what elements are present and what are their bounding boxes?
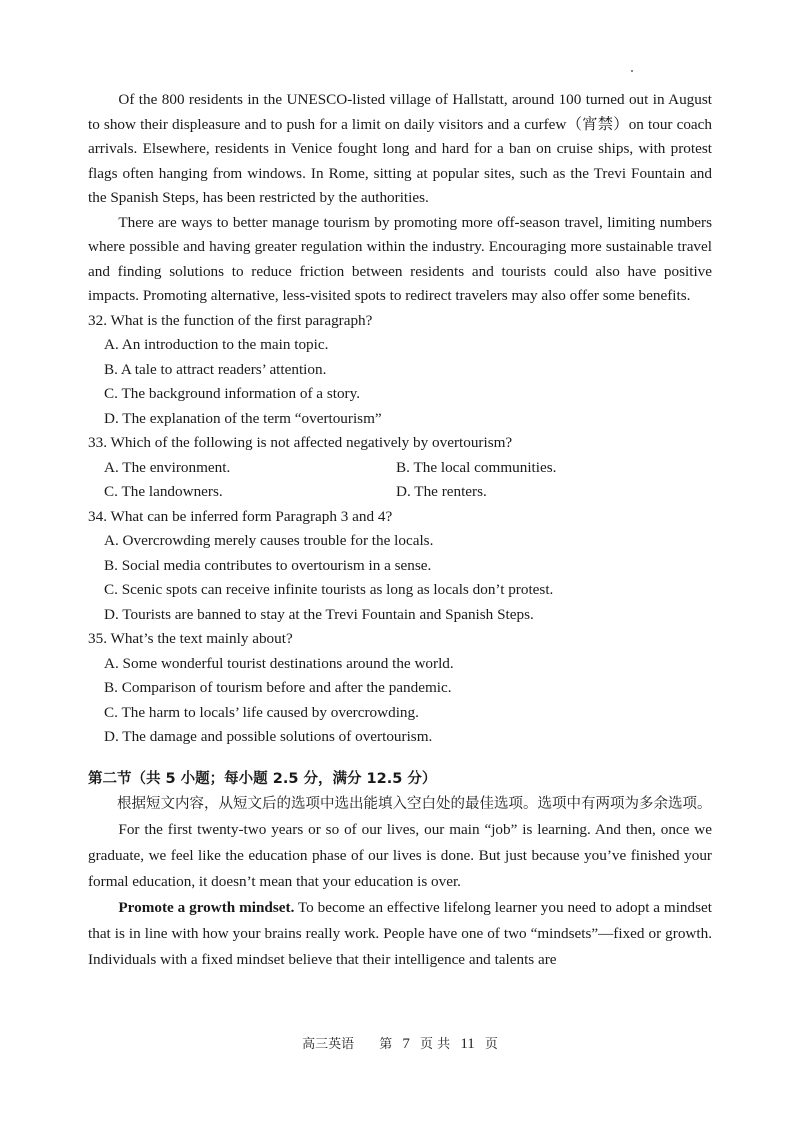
question-34 — [88, 505, 712, 628]
exam-page — [88, 88, 712, 973]
options-row-ab — [88, 456, 712, 481]
option-a: A. Overcrowding merely causes trouble for the locals. — [104, 532, 434, 549]
option-d: D. The damage and possible solutions of overtourism. — [104, 728, 433, 745]
question-33 — [88, 431, 712, 505]
question-stem: 34. What can be inferred form Paragraph 3 and 4? — [88, 507, 393, 525]
paragraph-heading: Promote a growth mindset. — [118, 898, 295, 916]
option-d: D. Tourists are banned to stay at the Trevi Fountain and Spanish Steps. — [104, 605, 534, 623]
option-d: D. The explanation of the term “overtourism” — [104, 409, 382, 427]
options-row-cd — [88, 480, 712, 505]
option-c: C. The landowners. — [104, 483, 223, 500]
option-b: B. Social media contributes to overtourism in a sense. — [104, 556, 432, 574]
question-stem: 33. Which of the following is not affected negatively by overtourism? — [88, 434, 513, 451]
option-a: A. An introduction to the main topic. — [104, 336, 329, 353]
scan-speck — [631, 70, 633, 72]
footer-page-number: 7 — [402, 1036, 410, 1052]
section-2-instruction: 根据短文内容，从短文后的选项中选出能填入空白处的最佳选项。选项中有两项为多余选项。 — [117, 795, 712, 812]
section-2-title: 第二节（共 5 小题；每小题 2.5 分，满分 12.5 分） — [88, 770, 437, 787]
question-32 — [88, 309, 712, 432]
question-stem: 32. What is the function of the first paragraph? — [88, 311, 373, 329]
question-35 — [88, 627, 712, 750]
footer-page-suffix: 页 — [484, 1037, 498, 1052]
footer-subject: 高三英语 — [302, 1037, 355, 1052]
cloze-paragraph-1: For the first twenty-two years or so of our lives, our main “job” is learning. And then, once we graduate, we feel like the education phase of our lives is done. But just because you’ve finished your formal education, it doesn’t mean that your education is over. — [88, 820, 712, 890]
footer-page-total: 11 — [460, 1036, 475, 1052]
option-c: C. The background information of a story. — [104, 385, 361, 402]
option-d: D. The renters. — [396, 483, 487, 500]
option-a: A. The environment. — [104, 458, 231, 476]
option-b: B. A tale to attract readers’ attention. — [104, 360, 327, 378]
page-footer — [0, 1033, 800, 1053]
option-a: A. Some wonderful tourist destinations around the world. — [104, 654, 454, 672]
footer-page-prefix: 第 — [379, 1037, 393, 1052]
option-c: C. The harm to locals’ life caused by overcrowding. — [104, 703, 419, 721]
footer-page-mid: 页 共 — [420, 1037, 451, 1052]
option-b: B. The local communities. — [396, 458, 557, 476]
option-b: B. Comparison of tourism before and after the pandemic. — [104, 679, 452, 696]
paragraph-body: To become an effective lifelong learner you need to adopt a mindset that is in line with how your brains really work. People have one of two “mindsets”—fixed or growth. Individuals with a fixed mindset believe that their intelligence and talents are — [88, 898, 712, 968]
question-stem: 35. What’s the text mainly about? — [88, 630, 293, 647]
passage-paragraph-3: Of the 800 residents in the UNESCO-listed village of Hallstatt, around 100 turned out in August to show their displeasure and to push for a limit on daily visitors and a curfew（宵禁）on tour coach arrivals. Elsewhere, residents in Venice fought long and hard for a ban on cruise ships, with protest flags often hanging from windows. In Rome, sitting at popular sites, such as the Trevi Fountain and the Spanish Steps, has been restricted by the authorities. — [88, 91, 712, 206]
option-c: C. Scenic spots can receive infinite tourists as long as locals don’t protest. — [104, 581, 554, 598]
cloze-paragraph-2 — [88, 895, 712, 973]
passage-paragraph-4: There are ways to better manage tourism by promoting more off-season travel, limiting numbers where possible and having greater regulation within the industry. Encouraging more sustainable travel and finding solutions to reduce friction between residents and tourists could also have positive impacts. Promoting alternative, less-visited spots to redirect travelers may also offer some benefits. — [88, 213, 712, 304]
